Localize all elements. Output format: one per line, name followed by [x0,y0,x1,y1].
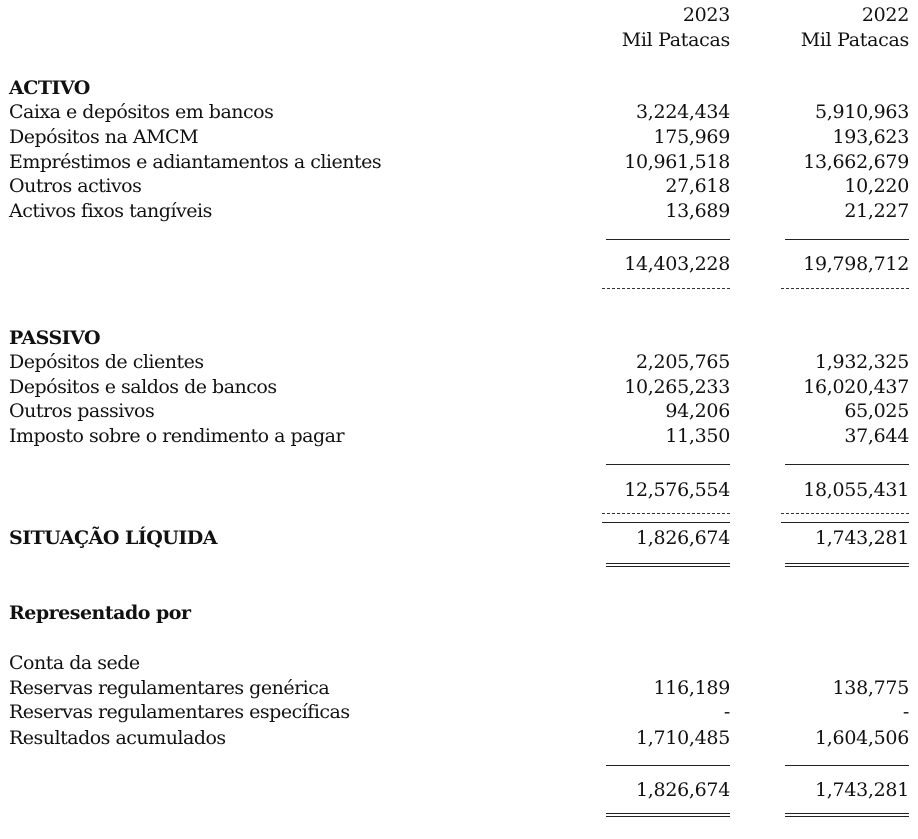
double-rule [785,563,909,567]
representado-heading-row [0,601,918,626]
unit-2022: Mil Patacas [800,29,909,51]
table-row [0,350,918,375]
value-2022: 10,220 [844,175,909,197]
table-row [0,375,918,400]
value-2023: 94,206 [665,400,730,422]
row-label: Outros activos [9,175,142,197]
double-rule [606,563,730,567]
situacao-liquida-2022: 1,743,281 [815,527,909,549]
double-rule [606,813,730,817]
row-label: Caixa e depósitos em bancos [9,101,274,123]
value-2022: - [902,701,909,723]
row-label: Empréstimos e adiantamentos a clientes [9,151,382,173]
representado-total-row [0,778,918,803]
value-2023: 10,961,518 [624,151,730,173]
table-row [0,399,918,424]
activo-total-2023: 14,403,228 [624,253,730,275]
row-label: Depósitos na AMCM [9,126,199,148]
value-2022: 21,227 [844,200,909,222]
total-dashed-rule [781,288,909,289]
table-row [0,150,918,175]
value-2023: 13,689 [665,200,730,222]
table-row [0,676,918,701]
situacao-liquida-row [0,526,918,551]
table-row [0,726,918,751]
value-2023: 175,969 [653,126,730,148]
double-rule [785,813,909,817]
total-dashed-rule [602,288,730,289]
table-row [0,174,918,199]
situacao-liquida-heading: SITUAÇÃO LÍQUIDA [9,527,217,549]
net-position-rule [602,522,730,523]
passivo-total-2022: 18,055,431 [803,479,909,501]
table-row [0,700,918,725]
row-label: Reservas regulamentares genérica [9,677,330,699]
passivo-heading: PASSIVO [9,327,101,349]
row-label: Reservas regulamentares específicas [9,701,350,723]
value-2022: 193,623 [832,126,909,148]
row-label: Activos fixos tangíveis [9,200,212,222]
total-dashed-rule [781,513,909,514]
subtotal-rule [606,464,730,465]
year-2022: 2022 [861,4,909,26]
value-2023: - [723,701,730,723]
subtotal-rule [785,765,909,766]
activo-heading-row [0,76,918,101]
value-2023: 116,189 [653,677,730,699]
value-2022: 16,020,437 [803,376,909,398]
value-2023: 3,224,434 [636,101,730,123]
year-2023: 2023 [682,4,730,26]
value-2022: 1,932,325 [815,351,909,373]
representado-heading: Representado por [9,602,191,624]
net-position-rule [781,522,909,523]
activo-heading: ACTIVO [9,77,90,99]
value-2022: 1,604,506 [815,727,909,749]
row-label: Conta da sede [9,652,140,674]
table-row [0,100,918,125]
passivo-heading-row [0,326,918,351]
row-label: Imposto sobre o rendimento a pagar [9,425,345,447]
activo-total-2022: 19,798,712 [803,253,909,275]
subtotal-rule [606,765,730,766]
row-label: Depósitos e saldos de bancos [9,376,277,398]
representado-total-2022: 1,743,281 [815,779,909,801]
table-row [0,199,918,224]
value-2023: 1,710,485 [636,727,730,749]
header-units-row [0,28,918,53]
table-row [0,125,918,150]
table-row [0,651,918,676]
value-2022: 5,910,963 [815,101,909,123]
value-2022: 65,025 [844,400,909,422]
value-2022: 13,662,679 [803,151,909,173]
subtotal-rule [785,464,909,465]
value-2023: 11,350 [665,425,730,447]
value-2023: 2,205,765 [636,351,730,373]
row-label: Resultados acumulados [9,727,226,749]
subtotal-rule [785,239,909,240]
value-2023: 27,618 [665,175,730,197]
table-row [0,424,918,449]
subtotal-rule [606,239,730,240]
row-label: Depósitos de clientes [9,351,204,373]
situacao-liquida-2023: 1,826,674 [636,527,730,549]
unit-2023: Mil Patacas [621,29,730,51]
value-2023: 10,265,233 [624,376,730,398]
value-2022: 37,644 [844,425,909,447]
row-label: Outros passivos [9,400,155,422]
total-dashed-rule [602,513,730,514]
header-years-row [0,3,918,28]
representado-total-2023: 1,826,674 [636,779,730,801]
passivo-total-row [0,478,918,503]
passivo-total-2023: 12,576,554 [624,479,730,501]
value-2022: 138,775 [832,677,909,699]
activo-total-row [0,252,918,277]
